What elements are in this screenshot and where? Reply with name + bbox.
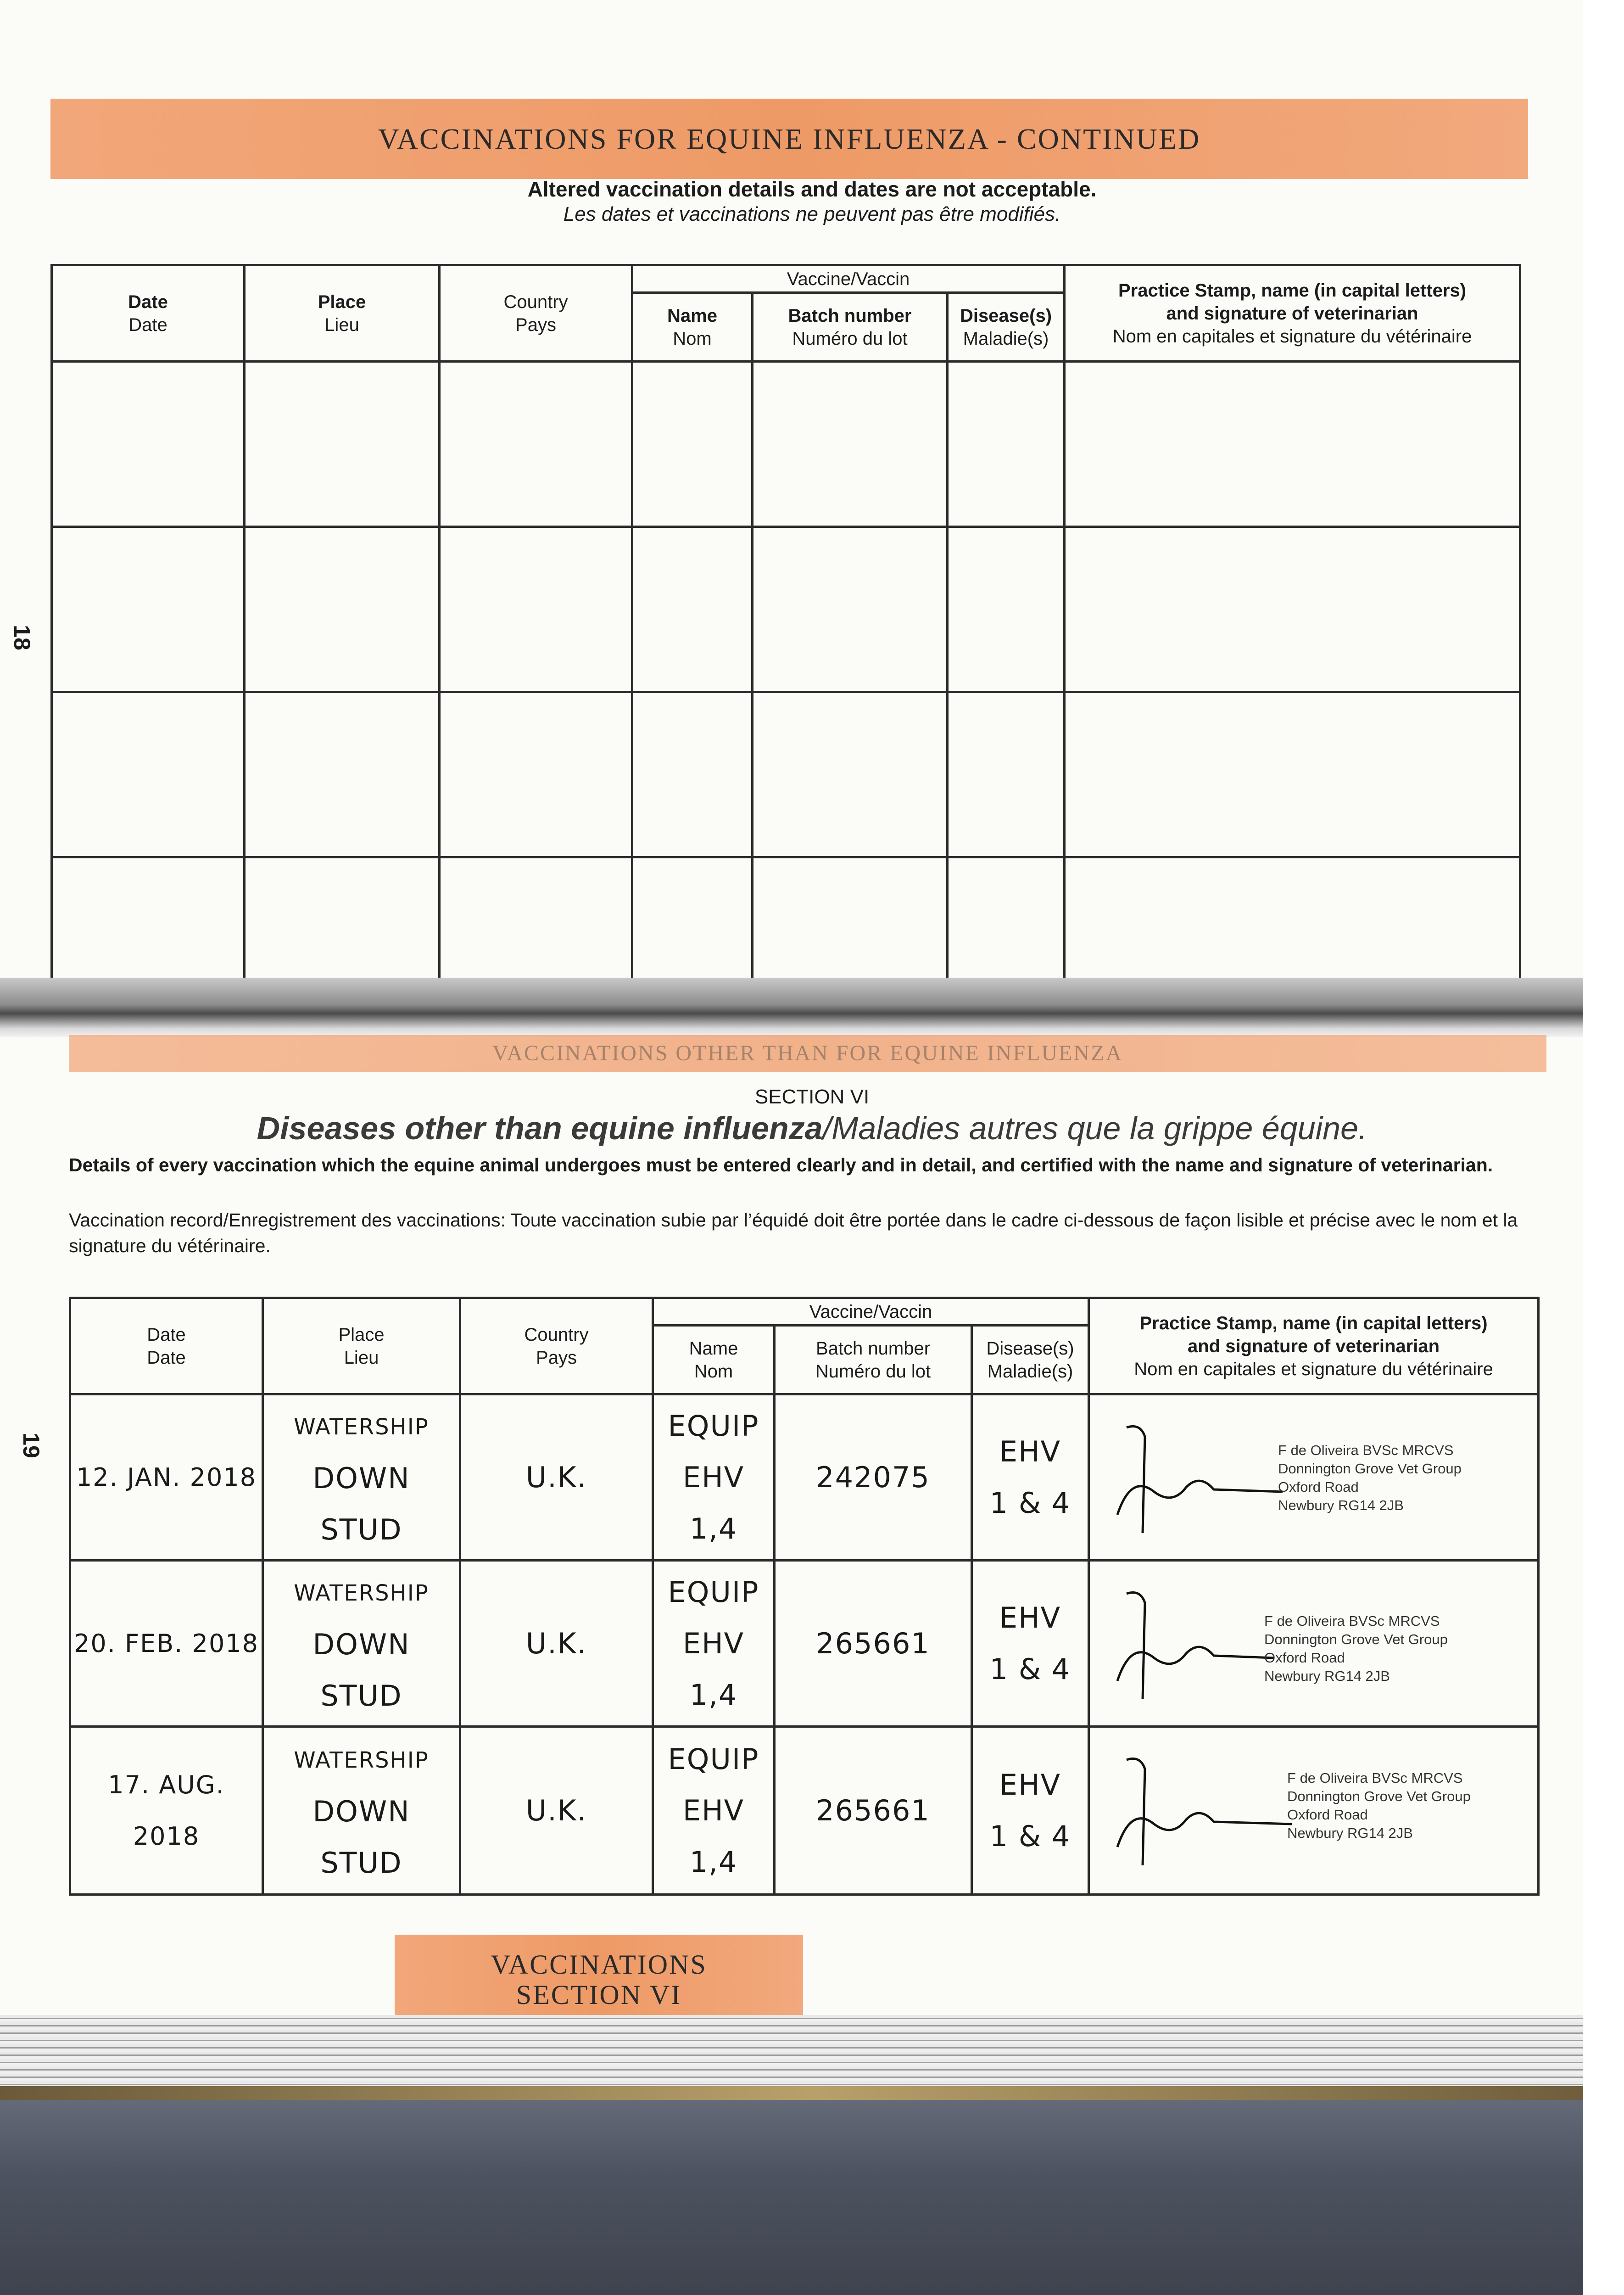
practice-stamp: F de Oliveira BVSc MRCVS Donnington Grove Vet Group Oxford Road Newbury RG14 2JB bbox=[1264, 1613, 1448, 1684]
header-vaccine: Vaccine/Vaccin bbox=[632, 265, 1065, 293]
cell-date: 17. AUG. 2018 bbox=[70, 1727, 263, 1895]
practice-stamp: F de Oliveira BVSc MRCVS Donnington Grove Vet Group Oxford Road Newbury RG14 2JB bbox=[1278, 1442, 1462, 1513]
cell-place: WATERSHIP DOWN STUD bbox=[263, 1727, 460, 1895]
scan-margin bbox=[1583, 0, 1624, 2295]
header-name: Name Nom bbox=[653, 1326, 775, 1394]
other-vaccination-table bbox=[69, 1297, 1540, 1896]
header-disease: Disease(s) Maladie(s) bbox=[972, 1326, 1089, 1394]
cell-place: WATERSHIP DOWN STUD bbox=[263, 1561, 460, 1727]
cover-edge bbox=[0, 2086, 1624, 2100]
cell-stamp bbox=[1089, 1394, 1539, 1561]
header-date: Date Date bbox=[70, 1298, 263, 1394]
header-batch: Batch number Numéro du lot bbox=[753, 293, 948, 362]
table-row bbox=[70, 1561, 1539, 1727]
cell-batch: 242075 bbox=[775, 1394, 972, 1561]
cell-country: U.K. bbox=[460, 1561, 653, 1727]
table-row bbox=[52, 527, 1520, 692]
header-disease: Disease(s) Maladie(s) bbox=[948, 293, 1065, 362]
header-stamp: Practice Stamp, name (in capital letters) and signature of veterinarian Nom en capitales et signature du vétérinaire bbox=[1089, 1298, 1539, 1394]
header-name: Name Nom bbox=[632, 293, 753, 362]
section-tab: VACCINATIONS SECTION VI bbox=[395, 1935, 803, 2026]
details-en: Details of every vaccination which the equine animal undergoes must be entered clearly and in detail, and certified with the name and signature of veterinarian. bbox=[69, 1154, 1493, 1175]
cell-date: 20. FEB. 2018 bbox=[70, 1561, 263, 1727]
header-place: Place Lieu bbox=[245, 265, 440, 362]
table-row bbox=[52, 362, 1520, 527]
header-country: Country Pays bbox=[440, 265, 632, 362]
cell-vaccine-name: EQUIP EHV 1,4 bbox=[653, 1727, 775, 1895]
table-row bbox=[70, 1727, 1539, 1895]
table-row bbox=[70, 1394, 1539, 1561]
practice-stamp: F de Oliveira BVSc MRCVS Donnington Grove Vet Group Oxford Road Newbury RG14 2JB bbox=[1287, 1770, 1471, 1841]
faded-section-banner: VACCINATIONS OTHER THAN FOR EQUINE INFLUENZA bbox=[69, 1035, 1546, 1072]
cell-vaccine-name: EQUIP EHV 1,4 bbox=[653, 1394, 775, 1561]
influenza-vaccination-table bbox=[50, 264, 1521, 982]
cell-stamp bbox=[1089, 1561, 1539, 1727]
cell-disease: EHV 1 & 4 bbox=[972, 1394, 1089, 1561]
altered-notice-fr: Les dates et vaccinations ne peuvent pas être modifiés. bbox=[563, 203, 1061, 225]
header-stamp: Practice Stamp, name (in capital letters) and signature of veterinarian Nom en capitales et signature du vétérinaire bbox=[1065, 265, 1520, 362]
top-section-banner: VACCINATIONS FOR EQUINE INFLUENZA - CONTINUED bbox=[50, 99, 1528, 179]
cell-batch: 265661 bbox=[775, 1727, 972, 1895]
header-country: Country Pays bbox=[460, 1298, 653, 1394]
cell-stamp bbox=[1089, 1727, 1539, 1895]
cell-date: 12. JAN. 2018 bbox=[70, 1394, 263, 1561]
page-number-18: 18 bbox=[9, 625, 35, 650]
veterinarian-signature bbox=[1099, 1741, 1292, 1879]
section-title: Diseases other than equine influenza/Maladies autres que la grippe équine. bbox=[257, 1110, 1367, 1146]
page-fold-shadow bbox=[0, 978, 1624, 1037]
veterinarian-signature bbox=[1099, 1575, 1292, 1713]
passport-cover bbox=[0, 2100, 1624, 2295]
veterinarian-signature bbox=[1099, 1409, 1292, 1547]
header-date: Date Date bbox=[52, 265, 245, 362]
details-fr: Vaccination record/Enregistrement des vaccinations: Toute vaccination subie par l’équidé doit être portée dans le cadre ci-dessous de façon lisible et précise avec le nom et la signature du vétérinaire. bbox=[69, 1209, 1518, 1256]
page-number-19: 19 bbox=[18, 1433, 44, 1458]
cell-disease: EHV 1 & 4 bbox=[972, 1727, 1089, 1895]
cell-vaccine-name: EQUIP EHV 1,4 bbox=[653, 1561, 775, 1727]
header-place: Place Lieu bbox=[263, 1298, 460, 1394]
table-row bbox=[52, 692, 1520, 857]
cell-country: U.K. bbox=[460, 1727, 653, 1895]
cell-country: U.K. bbox=[460, 1394, 653, 1561]
cell-disease: EHV 1 & 4 bbox=[972, 1561, 1089, 1727]
header-batch: Batch number Numéro du lot bbox=[775, 1326, 972, 1394]
cell-batch: 265661 bbox=[775, 1561, 972, 1727]
section-label: SECTION VI bbox=[754, 1086, 870, 1108]
table-row bbox=[52, 857, 1520, 981]
altered-notice-en: Altered vaccination details and dates are not acceptable. bbox=[527, 177, 1097, 201]
header-vaccine: Vaccine/Vaccin bbox=[653, 1298, 1089, 1326]
cell-place: WATERSHIP DOWN STUD bbox=[263, 1394, 460, 1561]
